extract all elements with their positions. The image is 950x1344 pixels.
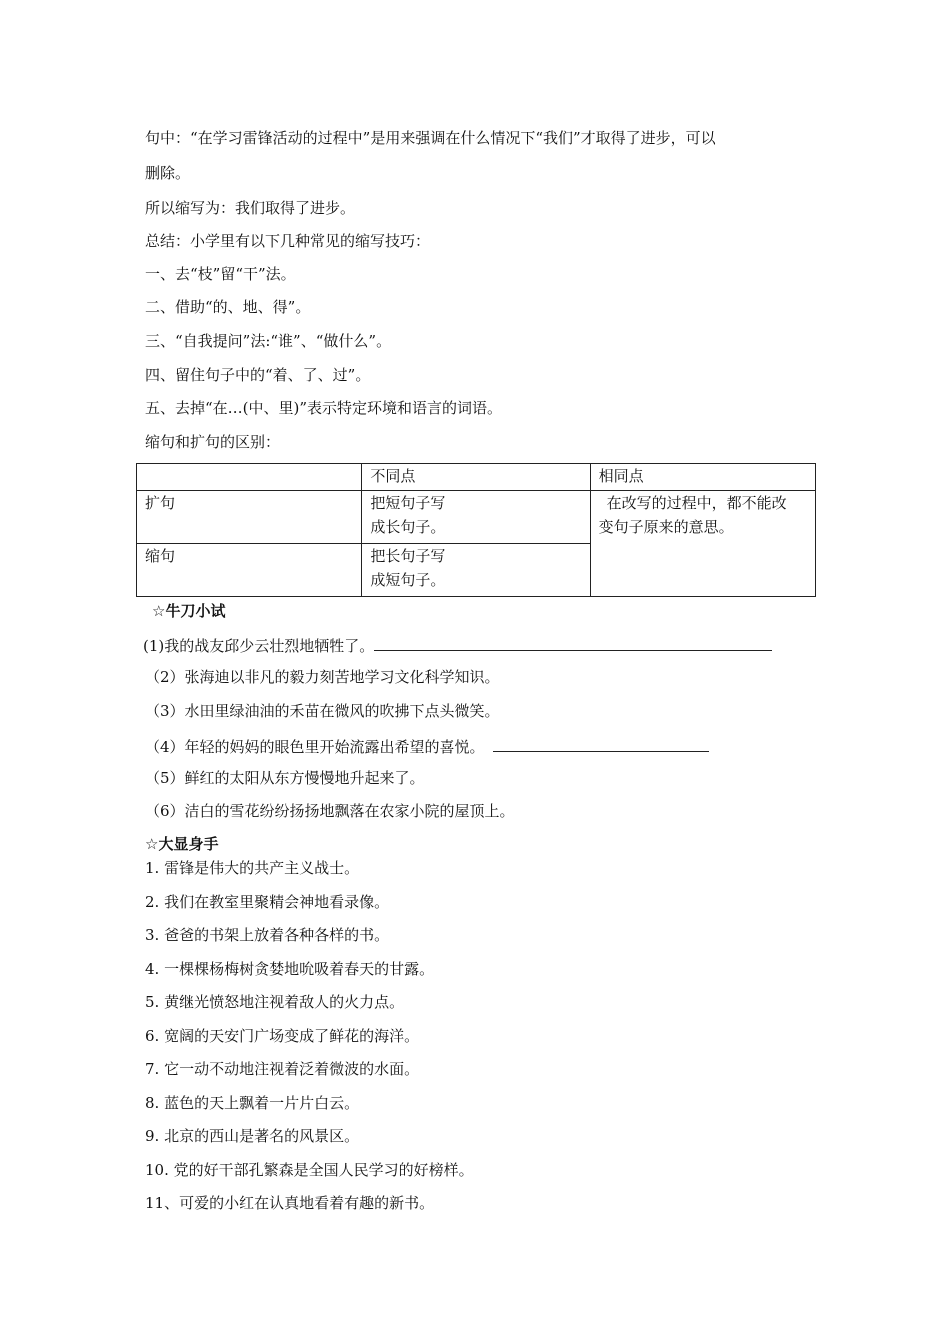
row-diff-shrink-line-1: 把长句子写 (370, 547, 446, 565)
same-point-line-2: 变句子原来的意思。 (598, 518, 734, 536)
tip-5: 五、去掉“在…(中、里)”表示特定环境和语言的词语。 (145, 399, 503, 417)
table-header-empty (137, 464, 362, 491)
row-diff-expand-line-1: 把短句子写 (370, 494, 446, 512)
tip-1: 一、去“枝”留“干”法。 (145, 265, 296, 283)
table-header-row (137, 464, 816, 491)
intro-line-2: 删除。 (145, 164, 191, 182)
practice-item-6: （6）洁白的雪花纷纷扬扬地飘落在农家小院的屋顶上。 (145, 802, 515, 820)
section-title-showcase: ☆大显身手 (145, 835, 219, 853)
tip-2: 二、借助“的、地、得”。 (145, 298, 311, 316)
tip-4: 四、留住句子中的“着、了、过”。 (145, 366, 371, 384)
showcase-item-4: 4. 一棵棵杨梅树贪婪地吮吸着春天的甘露。 (145, 960, 435, 978)
showcase-item-7: 7. 它一动不动地注视着泛着微波的水面。 (145, 1060, 420, 1078)
practice-item-1-text: (1)我的战友邱少云壮烈地牺牲了。 (143, 637, 375, 655)
same-point-cell (590, 491, 815, 597)
table-header-diff: 不同点 (362, 464, 590, 491)
showcase-item-10: 10. 党的好干部孔繁森是全国人民学习的好榜样。 (145, 1161, 474, 1179)
row-label-shrink: 缩句 (137, 544, 362, 597)
practice-item-1 (143, 634, 772, 656)
practice-item-4-text: （4）年轻的妈妈的眼色里开始流露出希望的喜悦。 (145, 738, 485, 756)
row-diff-expand-line-2: 成长句子。 (370, 518, 446, 536)
showcase-item-6: 6. 宽阔的天安门广场变成了鲜花的海洋。 (145, 1027, 420, 1045)
practice-item-4 (145, 735, 709, 757)
practice-item-5: （5）鲜红的太阳从东方慢慢地升起来了。 (145, 769, 425, 787)
intro-line-3: 所以缩写为：我们取得了进步。 (145, 199, 356, 217)
showcase-item-9: 9. 北京的西山是著名的风景区。 (145, 1127, 360, 1145)
comparison-table (136, 463, 816, 597)
same-point-line-1: 在改写的过程中，都不能改 (606, 494, 787, 512)
table-row-expand (137, 491, 816, 544)
table-caption: 缩句和扩句的区别： (145, 433, 281, 451)
showcase-item-2: 2. 我们在教室里聚精会神地看录像。 (145, 893, 390, 911)
showcase-item-8: 8. 蓝色的天上飘着一片片白云。 (145, 1094, 360, 1112)
intro-line-1: 句中：“在学习雷锋活动的过程中”是用来强调在什么情况下“我们”才取得了进步，可以 (145, 129, 716, 147)
answer-blank-1[interactable] (374, 634, 772, 651)
section-title-practice: ☆牛刀小试 (152, 602, 226, 620)
practice-item-3: （3）水田里绿油油的禾苗在微风的吹拂下点头微笑。 (145, 702, 500, 720)
answer-blank-4[interactable] (493, 735, 709, 752)
showcase-item-11: 11、可爱的小红在认真地看着有趣的新书。 (145, 1194, 435, 1212)
summary-line: 总结：小学里有以下几种常见的缩写技巧： (145, 232, 431, 250)
table-header-same: 相同点 (590, 464, 815, 491)
row-diff-shrink-line-2: 成短句子。 (370, 571, 446, 589)
showcase-item-3: 3. 爸爸的书架上放着各种各样的书。 (145, 926, 390, 944)
showcase-item-1: 1. 雷锋是伟大的共产主义战士。 (145, 859, 360, 877)
row-label-expand: 扩句 (137, 491, 362, 544)
practice-item-2: （2）张海迪以非凡的毅力刻苦地学习文化科学知识。 (145, 668, 500, 686)
tip-3: 三、“自我提问”法:“谁”、“做什么”。 (145, 332, 392, 350)
row-diff-shrink (362, 544, 590, 597)
row-diff-expand (362, 491, 590, 544)
showcase-item-5: 5. 黄继光愤怒地注视着敌人的火力点。 (145, 993, 405, 1011)
